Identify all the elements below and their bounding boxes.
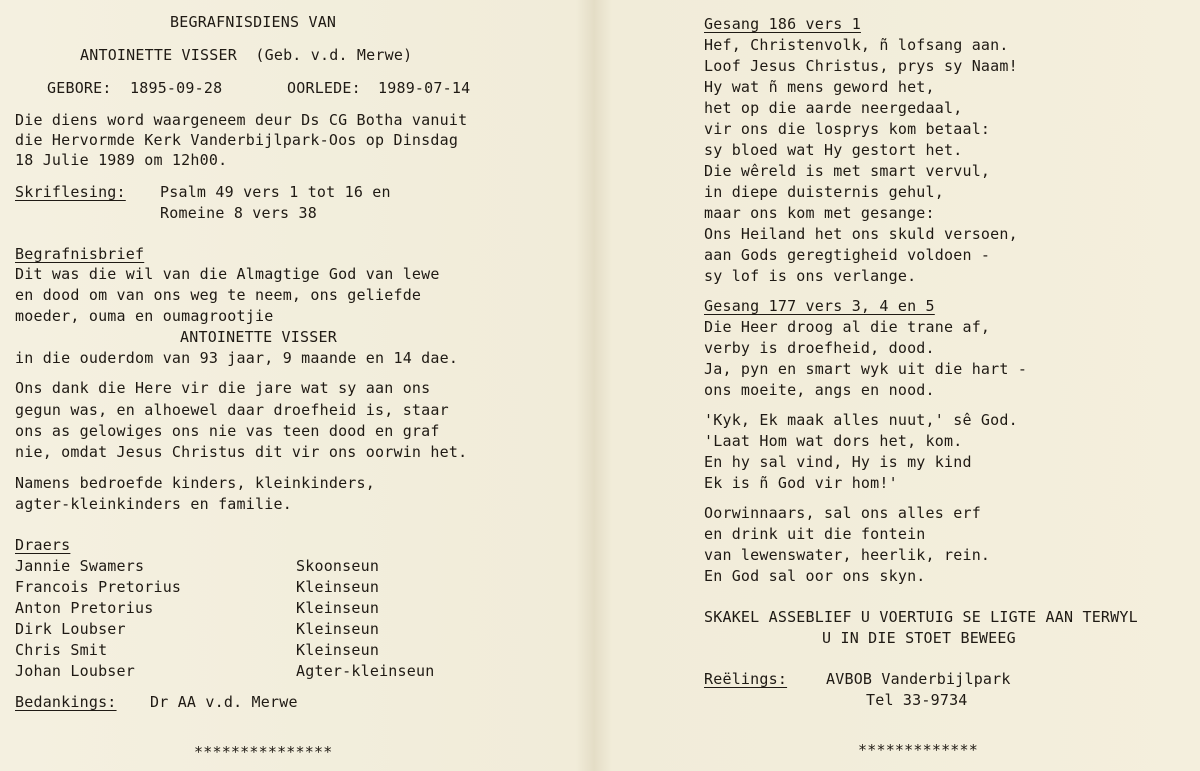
letter-heading: Begrafnisbrief xyxy=(15,245,145,263)
hymn-line: en drink uit die fontein xyxy=(704,525,926,543)
hymn-line: 'Laat Hom wat dors het, kom. xyxy=(704,432,963,450)
hymn2-heading: Gesang 177 vers 3, 4 en 5 xyxy=(704,297,935,315)
stars-divider: *************** xyxy=(194,743,333,761)
hymn-line: sy lof is ons verlange. xyxy=(704,267,917,285)
bearer-name: Francois Pretorius xyxy=(15,578,182,596)
hymn-line: En hy sal vind, Hy is my kind xyxy=(704,453,972,471)
letter-line: moeder, ouma en oumagrootjie xyxy=(15,307,274,325)
hymn-line: verby is droefheid, dood. xyxy=(704,339,935,357)
arrangements-tel: Tel 33-9734 xyxy=(866,691,968,709)
thanks-line: ons as gelowiges ons nie vas teen dood en graf xyxy=(15,422,440,440)
letter-line: en dood om van ons weg te neem, ons geliefde xyxy=(15,286,422,304)
hymn-line: aan Gods geregtigheid voldoen - xyxy=(704,246,991,264)
hymn-line: Die Heer droog al die trane af, xyxy=(704,318,991,336)
stars-divider: ************* xyxy=(858,741,978,759)
hymn-line: sy bloed wat Hy gestort het. xyxy=(704,141,963,159)
bearer-name: Johan Loubser xyxy=(15,662,135,680)
died-label: OORLEDE: xyxy=(287,79,361,97)
bearer-name: Jannie Swamers xyxy=(15,557,145,575)
arrangements-name: AVBOB Vanderbijlpark xyxy=(826,670,1011,688)
bearer-name: Dirk Loubser xyxy=(15,620,126,638)
letter-name: ANTOINETTE VISSER xyxy=(180,328,337,346)
hymn-line: Hef, Christenvolk, ñ lofsang aan. xyxy=(704,36,1009,54)
hymn-line: van lewenswater, heerlik, rein. xyxy=(704,546,991,564)
service-line: 18 Julie 1989 om 12h00. xyxy=(15,151,228,169)
service-line: Die diens word waargeneem deur Ds CG Botha vanuit xyxy=(15,111,468,129)
born-label: GEBORE: xyxy=(47,79,112,97)
hymn-line: vir ons die losprys kom betaal: xyxy=(704,120,991,138)
thanks-line: nie, omdat Jesus Christus dit vir ons oorwin het. xyxy=(15,443,468,461)
hymn-line: maar ons kom met gesange: xyxy=(704,204,935,222)
reading-line: Romeine 8 vers 38 xyxy=(160,204,317,222)
vehicle-notice: U IN DIE STOET BEWEEG xyxy=(822,629,1016,647)
hymn-line: En God sal oor ons skyn. xyxy=(704,567,926,585)
died-date: 1989-07-14 xyxy=(378,79,471,97)
hymn-line: Hy wat ñ mens geword het, xyxy=(704,78,935,96)
bearer-relation: Skoonseun xyxy=(296,557,380,575)
hymn-line: Ons Heiland het ons skuld versoen, xyxy=(704,225,1018,243)
letter-line: Dit was die wil van die Almagtige God van lewe xyxy=(15,265,440,283)
letter-age: in die ouderdom van 93 jaar, 9 maande en 14 dae. xyxy=(15,349,459,367)
acknowledge-value: Dr AA v.d. Merwe xyxy=(150,693,298,711)
bearer-relation: Agter-kleinseun xyxy=(296,662,435,680)
bearer-name: Anton Pretorius xyxy=(15,599,154,617)
deceased-name: ANTOINETTE VISSER (Geb. v.d. Merwe) xyxy=(80,46,413,64)
hymn1-heading: Gesang 186 vers 1 xyxy=(704,15,861,33)
bearer-name: Chris Smit xyxy=(15,641,108,659)
thanks-line: gegun was, en alhoewel daar droefheid is, staar xyxy=(15,401,449,419)
bearer-relation: Kleinseun xyxy=(296,578,380,596)
hymn-line: 'Kyk, Ek maak alles nuut,' sê God. xyxy=(704,411,1018,429)
hymn-line: Die wêreld is met smart vervul, xyxy=(704,162,991,180)
reading-label: Skriflesing: xyxy=(15,183,126,201)
bearers-heading: Draers xyxy=(15,536,71,554)
arrangements-label: Reëlings: xyxy=(704,670,788,688)
hymn-line: Ja, pyn en smart wyk uit die hart - xyxy=(704,360,1028,378)
hymn-line: het op die aarde neergedaal, xyxy=(704,99,963,117)
hymn-line: ons moeite, angs en nood. xyxy=(704,381,935,399)
service-line: die Hervormde Kerk Vanderbijlpark-Oos op Dinsdag xyxy=(15,131,459,149)
family-line: Namens bedroefde kinders, kleinkinders, xyxy=(15,474,375,492)
hymn-line: Ek is ñ God vir hom!' xyxy=(704,474,898,492)
bearer-relation: Kleinseun xyxy=(296,641,380,659)
bearer-relation: Kleinseun xyxy=(296,599,380,617)
hymn-line: in diepe duisternis gehul, xyxy=(704,183,944,201)
family-line: agter-kleinkinders en familie. xyxy=(15,495,292,513)
vehicle-notice: SKAKEL ASSEBLIEF U VOERTUIG SE LIGTE AAN TERWYL xyxy=(704,608,1138,626)
hymn-line: Oorwinnaars, sal ons alles erf xyxy=(704,504,981,522)
born-date: 1895-09-28 xyxy=(130,79,223,97)
acknowledge-label: Bedankings: xyxy=(15,693,117,711)
hymn-line: Loof Jesus Christus, prys sy Naam! xyxy=(704,57,1018,75)
reading-line: Psalm 49 vers 1 tot 16 en xyxy=(160,183,391,201)
bearer-relation: Kleinseun xyxy=(296,620,380,638)
thanks-line: Ons dank die Here vir die jare wat sy aan ons xyxy=(15,379,431,397)
service-title: BEGRAFNISDIENS VAN xyxy=(170,13,337,31)
